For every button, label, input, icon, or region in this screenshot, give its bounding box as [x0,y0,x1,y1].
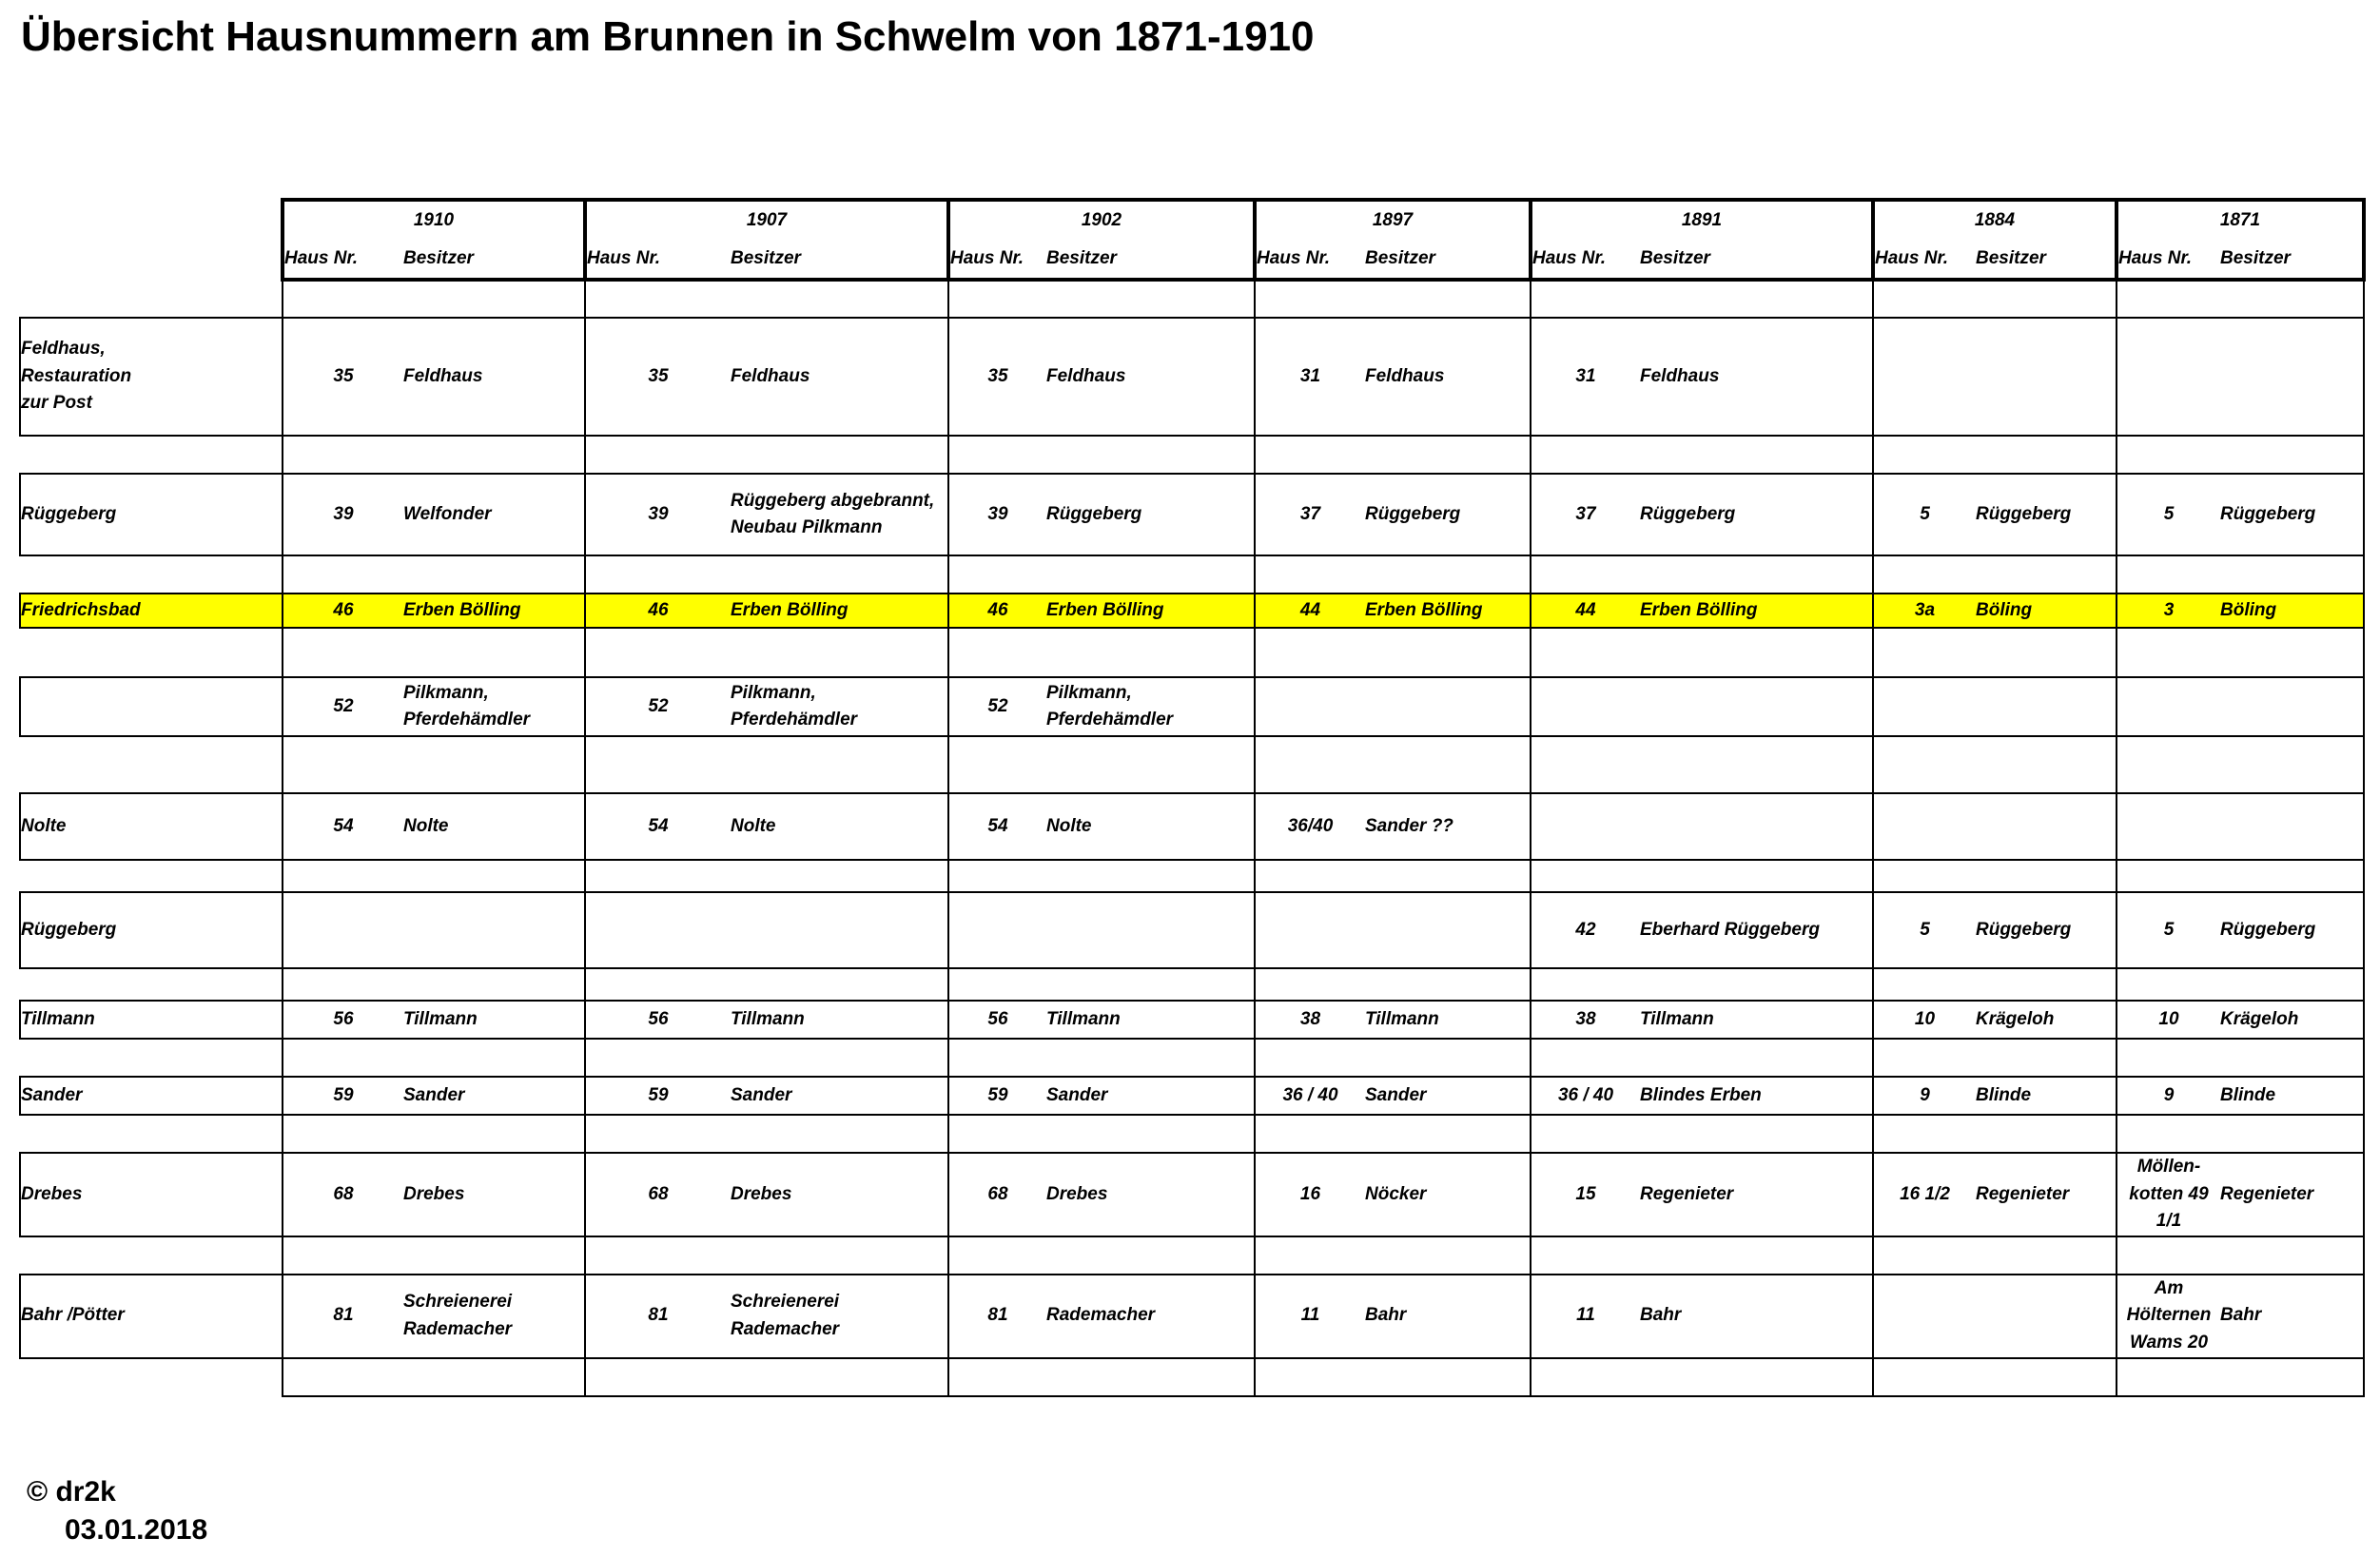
besitzer-cell: Feldhaus [403,318,585,436]
haus-nr-cell: 10 [1873,1001,1976,1039]
haus-nr-cell: 16 [1255,1153,1365,1236]
subheader-row [20,240,2364,280]
besitzer-cell: Regenieter [1640,1153,1873,1236]
row-name-line: Feldhaus, [21,339,106,360]
besitzer-cell: Rüggeberg [2220,474,2364,555]
haus-nr-cell: 52 [283,677,403,736]
besitzer-cell: Rüggeberg abgebrannt, Neubau Pilkmann [731,474,948,555]
haus-nr-header: Haus Nr. [1873,240,1976,280]
besitzer-cell: Welfonder [403,474,585,555]
haus-nr-cell: 59 [283,1077,403,1115]
besitzer-cell: Krägeloh [1976,1001,2117,1039]
haus-nr-header: Haus Nr. [1255,240,1365,280]
haus-nr-cell: 44 [1255,594,1365,628]
spacer-row [20,280,2364,318]
besitzer-cell: Nolte [403,793,585,860]
table-row [20,793,2364,860]
haus-nr-cell: 36 / 40 [1531,1077,1640,1115]
row-name-line: Rüggeberg [21,503,117,524]
haus-nr-cell: 5 [2117,892,2220,968]
table-row [20,1153,2364,1236]
besitzer-header: Besitzer [2220,240,2364,280]
haus-nr-header: Haus Nr. [1531,240,1640,280]
year-header: 1902 [948,200,1255,240]
haus-nr-cell [2117,677,2220,736]
haus-nr-cell [1255,677,1365,736]
besitzer-cell: Tillmann [1640,1001,1873,1039]
haus-nr-cell: 81 [283,1275,403,1358]
besitzer-header: Besitzer [403,240,585,280]
haus-nr-cell: 31 [1255,318,1365,436]
header-blank [20,240,283,280]
haus-nr-header: Haus Nr. [2117,240,2220,280]
besitzer-cell: Rüggeberg [2220,892,2364,968]
house-number-table [19,198,2366,1397]
spacer-row [20,1236,2364,1275]
haus-nr-cell [1873,793,1976,860]
haus-nr-cell: 37 [1255,474,1365,555]
besitzer-cell: Eberhard Rüggeberg [1640,892,1873,968]
haus-nr-cell: 38 [1255,1001,1365,1039]
row-name-line: Nolte [21,815,67,836]
haus-nr-cell: 54 [283,793,403,860]
haus-nr-cell: 56 [948,1001,1046,1039]
besitzer-cell: Böling [2220,594,2364,628]
haus-nr-cell: 42 [1531,892,1640,968]
besitzer-cell: Feldhaus [1640,318,1873,436]
spacer-row [20,1115,2364,1153]
haus-nr-cell: 81 [948,1275,1046,1358]
besitzer-cell: Blinde [1976,1077,2117,1115]
besitzer-cell [1046,892,1255,968]
besitzer-cell: Sander [731,1077,948,1115]
besitzer-cell: Böling [1976,594,2117,628]
haus-nr-cell [948,892,1046,968]
besitzer-cell: Nöcker [1365,1153,1531,1236]
besitzer-header: Besitzer [731,240,948,280]
haus-nr-cell [2117,793,2220,860]
haus-nr-cell: 9 [2117,1077,2220,1115]
table-row [20,1001,2364,1039]
haus-nr-cell: 59 [585,1077,731,1115]
besitzer-cell [1976,1275,2117,1358]
row-name-line: Bahr /Pötter [21,1305,125,1326]
besitzer-cell: Sander [403,1077,585,1115]
spacer-row [20,555,2364,594]
haus-nr-cell: 68 [283,1153,403,1236]
besitzer-cell [2220,793,2364,860]
besitzer-cell: Rüggeberg [1365,474,1531,555]
besitzer-cell [2220,677,2364,736]
row-name-line: Tillmann [21,1008,95,1029]
row-name-line: Drebes [21,1183,83,1204]
besitzer-cell: Schreienerei Rademacher [403,1275,585,1358]
year-header: 1897 [1255,200,1531,240]
row-name [20,793,283,860]
haus-nr-cell: 52 [948,677,1046,736]
besitzer-cell [1976,793,2117,860]
besitzer-cell: Tillmann [1365,1001,1531,1039]
haus-nr-cell: Am Hölternen Wams 20 [2117,1275,2220,1358]
besitzer-cell: Drebes [403,1153,585,1236]
besitzer-cell: Regenieter [2220,1153,2364,1236]
year-header: 1910 [283,200,585,240]
row-name [20,594,283,628]
besitzer-cell: Erben Bölling [1365,594,1531,628]
haus-nr-cell [1873,677,1976,736]
row-name [20,1153,283,1236]
row-name-line: Friedrichsbad [21,599,141,620]
haus-nr-cell: 46 [585,594,731,628]
besitzer-cell [1365,677,1531,736]
spacer-row [20,860,2364,892]
haus-nr-cell [283,892,403,968]
row-name [20,892,283,968]
table-row [20,594,2364,628]
besitzer-cell [1640,793,1873,860]
haus-nr-cell: 59 [948,1077,1046,1115]
haus-nr-cell: 39 [283,474,403,555]
haus-nr-cell: 35 [283,318,403,436]
besitzer-cell: Bahr [1640,1275,1873,1358]
besitzer-cell [2220,318,2364,436]
table-row [20,892,2364,968]
haus-nr-cell [1531,793,1640,860]
besitzer-cell: Erben Bölling [731,594,948,628]
table-row [20,318,2364,436]
spacer-row [20,1039,2364,1077]
haus-nr-cell [1531,677,1640,736]
row-name [20,1275,283,1358]
besitzer-cell: Drebes [1046,1153,1255,1236]
row-name [20,318,283,436]
besitzer-cell: Feldhaus [1046,318,1255,436]
besitzer-cell: Sander [1046,1077,1255,1115]
spacer-row [20,1358,2364,1396]
row-name-line: Rüggeberg [21,919,117,940]
table-row [20,474,2364,555]
besitzer-cell: Erben Bölling [1640,594,1873,628]
row-name [20,677,283,736]
besitzer-cell: Tillmann [1046,1001,1255,1039]
table-row [20,1275,2364,1358]
haus-nr-cell: 38 [1531,1001,1640,1039]
row-name-line: zur Post [21,393,92,414]
besitzer-cell: Feldhaus [1365,318,1531,436]
besitzer-cell: Bahr [1365,1275,1531,1358]
besitzer-cell: Rüggeberg [1046,474,1255,555]
haus-nr-cell: 35 [585,318,731,436]
year-header-row [20,200,2364,240]
besitzer-cell: Drebes [731,1153,948,1236]
haus-nr-header: Haus Nr. [283,240,403,280]
besitzer-cell: Rüggeberg [1640,474,1873,555]
besitzer-cell [403,892,585,968]
haus-nr-cell: 9 [1873,1077,1976,1115]
year-header: 1884 [1873,200,2117,240]
besitzer-cell: Sander ?? [1365,793,1531,860]
haus-nr-cell: 54 [948,793,1046,860]
besitzer-cell: Erben Bölling [1046,594,1255,628]
spacer-row [20,436,2364,474]
besitzer-cell: Blindes Erben [1640,1077,1873,1115]
haus-nr-cell [1873,318,1976,436]
besitzer-cell [731,892,948,968]
haus-nr-cell: 39 [948,474,1046,555]
besitzer-cell: Nolte [731,793,948,860]
haus-nr-cell: 35 [948,318,1046,436]
haus-nr-cell: 3 [2117,594,2220,628]
header-blank [20,200,283,240]
besitzer-cell: Bahr [2220,1275,2364,1358]
besitzer-cell: Rüggeberg [1976,474,2117,555]
copyright-note: © dr2k [27,1476,116,1508]
haus-nr-cell: 56 [283,1001,403,1039]
haus-nr-header: Haus Nr. [585,240,731,280]
besitzer-cell [1365,892,1531,968]
besitzer-cell: Pilkmann, Pferdehämdler [1046,677,1255,736]
haus-nr-cell: 46 [283,594,403,628]
row-name [20,1001,283,1039]
row-name [20,1077,283,1115]
besitzer-header: Besitzer [1365,240,1531,280]
haus-nr-cell: 68 [585,1153,731,1236]
haus-nr-cell: 44 [1531,594,1640,628]
haus-nr-cell: 36/40 [1255,793,1365,860]
row-name-line: Restauration [21,365,132,386]
year-header: 1891 [1531,200,1873,240]
haus-nr-cell: 37 [1531,474,1640,555]
besitzer-cell [1976,677,2117,736]
haus-nr-cell: 3a [1873,594,1976,628]
haus-nr-cell: Möllen-kotten 49 1/1 [2117,1153,2220,1236]
haus-nr-cell [2117,318,2220,436]
besitzer-header: Besitzer [1640,240,1873,280]
spacer-row [20,628,2364,677]
haus-nr-cell: 56 [585,1001,731,1039]
besitzer-cell: Schreienerei Rademacher [731,1275,948,1358]
haus-nr-cell: 81 [585,1275,731,1358]
haus-nr-cell [1873,1275,1976,1358]
besitzer-cell: Tillmann [731,1001,948,1039]
besitzer-cell: Krägeloh [2220,1001,2364,1039]
haus-nr-cell: 52 [585,677,731,736]
haus-nr-cell: 15 [1531,1153,1640,1236]
besitzer-cell [1976,318,2117,436]
besitzer-cell [1640,677,1873,736]
page-title: Übersicht Hausnummern am Brunnen in Schwelm von 1871-1910 [21,13,1315,60]
haus-nr-header: Haus Nr. [948,240,1046,280]
besitzer-cell: Erben Bölling [403,594,585,628]
year-header: 1907 [585,200,948,240]
haus-nr-cell: 39 [585,474,731,555]
haus-nr-cell: 46 [948,594,1046,628]
besitzer-cell: Rüggeberg [1976,892,2117,968]
besitzer-cell: Blinde [2220,1077,2364,1115]
haus-nr-cell: 31 [1531,318,1640,436]
haus-nr-cell: 5 [2117,474,2220,555]
haus-nr-cell: 68 [948,1153,1046,1236]
besitzer-cell: Feldhaus [731,318,948,436]
haus-nr-cell: 11 [1255,1275,1365,1358]
haus-nr-cell: 5 [1873,892,1976,968]
year-header: 1871 [2117,200,2364,240]
besitzer-header: Besitzer [1046,240,1255,280]
haus-nr-cell [1255,892,1365,968]
spacer-row [20,736,2364,793]
besitzer-cell: Pilkmann, Pferdehämdler [403,677,585,736]
haus-nr-cell: 5 [1873,474,1976,555]
besitzer-cell: Regenieter [1976,1153,2117,1236]
haus-nr-cell: 36 / 40 [1255,1077,1365,1115]
haus-nr-cell: 11 [1531,1275,1640,1358]
table-row [20,677,2364,736]
haus-nr-cell: 10 [2117,1001,2220,1039]
row-name [20,474,283,555]
besitzer-cell: Sander [1365,1077,1531,1115]
haus-nr-cell: 16 1/2 [1873,1153,1976,1236]
besitzer-cell: Tillmann [403,1001,585,1039]
besitzer-cell: Nolte [1046,793,1255,860]
haus-nr-cell: 54 [585,793,731,860]
haus-nr-cell [585,892,731,968]
date-note: 03.01.2018 [65,1514,208,1546]
spacer-row [20,968,2364,1001]
besitzer-cell: Pilkmann, Pferdehämdler [731,677,948,736]
table-row [20,1077,2364,1115]
besitzer-header: Besitzer [1976,240,2117,280]
row-name-line: Sander [21,1084,83,1105]
besitzer-cell: Rademacher [1046,1275,1255,1358]
